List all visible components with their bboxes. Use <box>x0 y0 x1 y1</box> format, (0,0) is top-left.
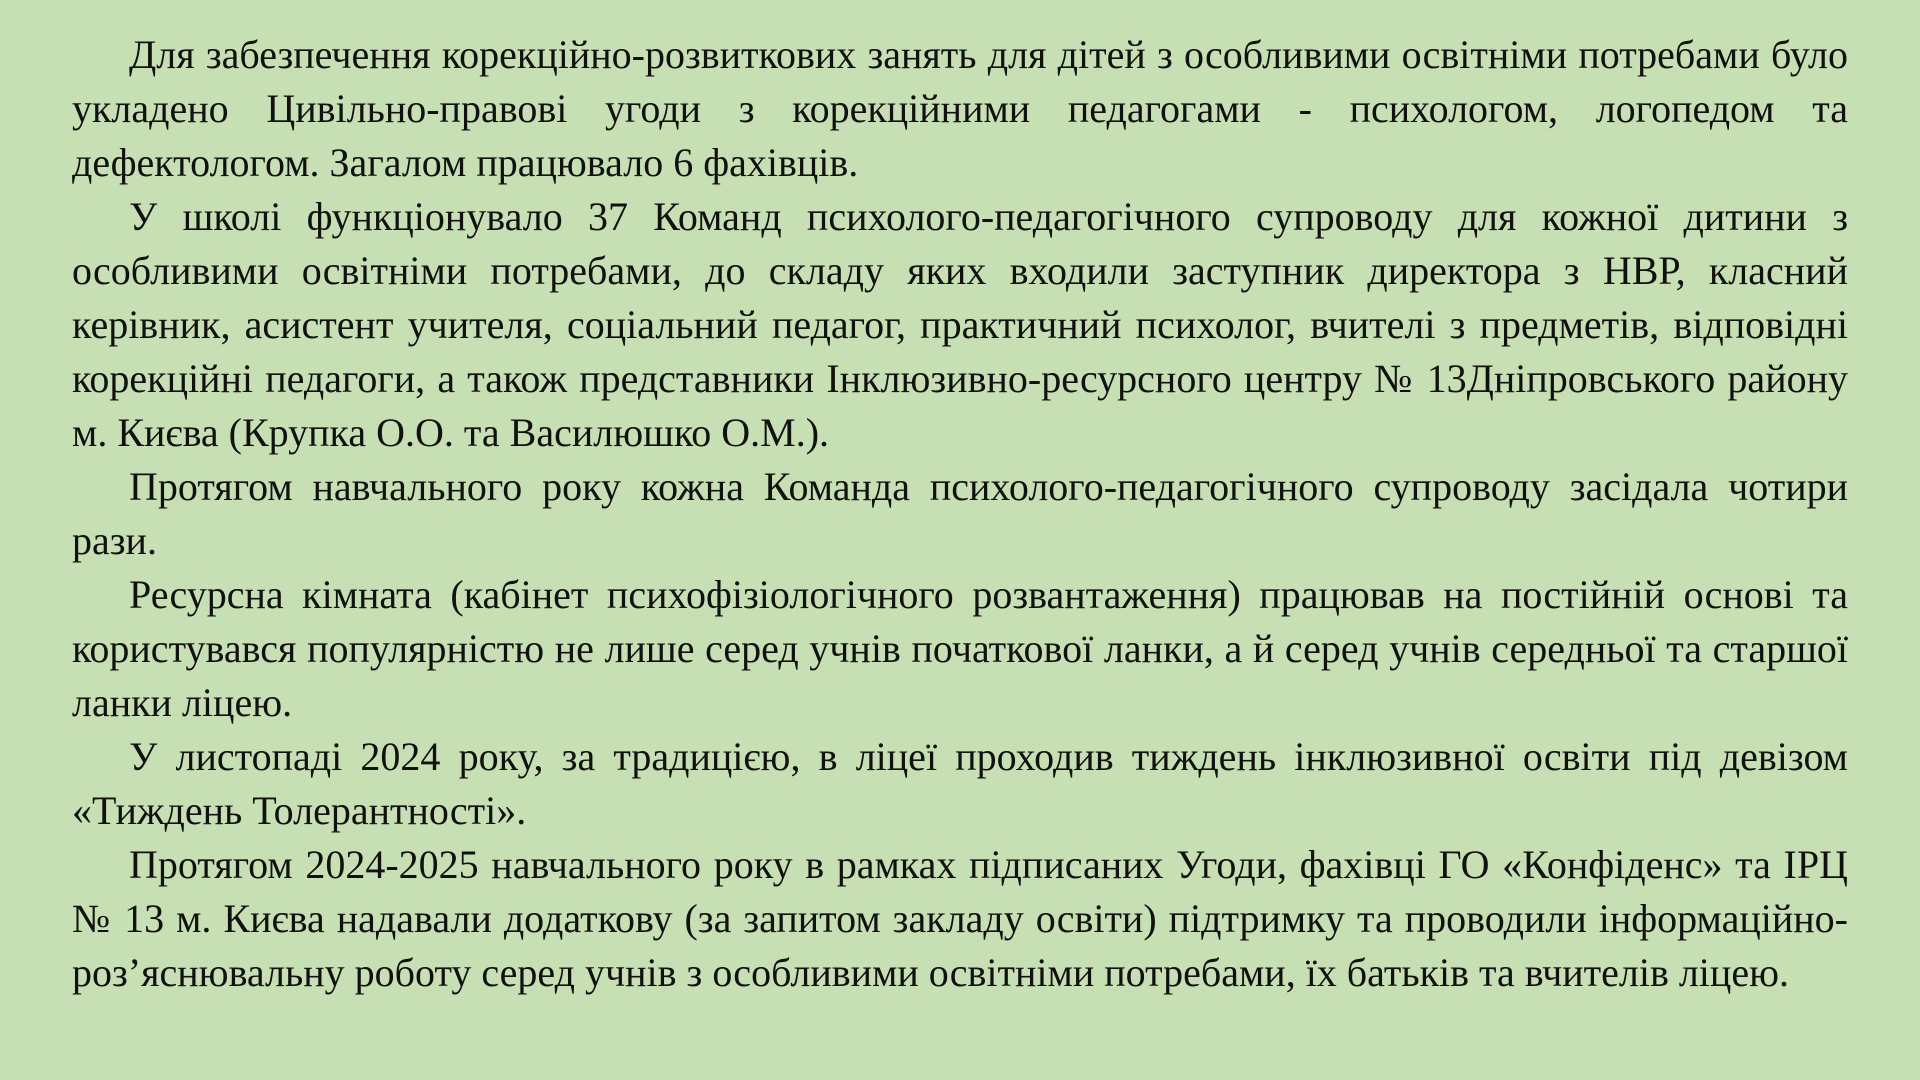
paragraph-specialists: Для забезпечення корекційно-розвиткових занять для дітей з особливими освітніми потребами було укладено Цивільно-правові угоди з корекційними педагогами - психологом, логопедом та дефектологом. Загалом працювало 6 фахівців. <box>72 32 1848 185</box>
paragraph-meetings: Протягом навчального року кожна Команда психолого-педагогічного супроводу засідала чотири рази. <box>72 464 1848 563</box>
paragraph-inclusive-week: У листопаді 2024 року, за традицією, в ліцеї проходив тиждень інклюзивної освіти під девізом «Тиждень Толерантності». <box>72 734 1848 833</box>
paragraph-additional-support: Протягом 2024-2025 навчального року в рамках підписаних Угоди, фахівці ГО «Конфіденс» та ІРЦ № 13 м. Києва надавали додаткову (за запитом закладу освіти) підтримку та проводили інформаційно-роз’яснювальну роботу серед учнів з особливими освітніми потребами, їх батьків та вчителів ліцею. <box>72 842 1848 995</box>
paragraph-resource-room: Ресурсна кімната (кабінет психофізіологічного розвантаження) працював на постійній основі та користувався популярністю не лише серед учнів початкової ланки, а й серед учнів середньої та старшої ланки ліцею. <box>72 572 1848 725</box>
paragraph-support-teams: У школі функціонувало 37 Команд психолого-педагогічного супроводу для кожної дитини з особливими освітніми потребами, до складу яких входили заступник директора з НВР, класний керівник, асистент учителя, соціальний педагог, практичний психолог, вчителі з предметів, відповідні корекційні педагоги, а також представники Інклюзивно-ресурсного центру № 13Дніпровського району м. Києва (Крупка О.О. та Василюшко О.М.). <box>72 194 1848 455</box>
document-body <box>72 28 1848 1000</box>
